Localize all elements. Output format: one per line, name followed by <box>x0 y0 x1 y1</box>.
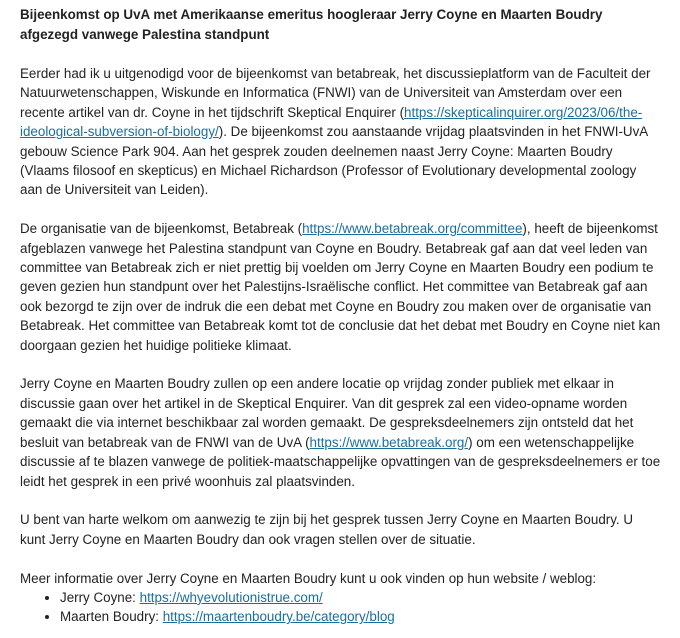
paragraph-welcome: U bent van harte welkom om aanwezig te zijn bij het gesprek tussen Jerry Coyne en Maarten Boudry. U kunt Jerry Coyne en Maarten Boudry dan ook vragen stellen over de situatie. <box>20 512 634 547</box>
paragraph-cancellation <box>20 219 662 355</box>
paragraph-alternative-text-end: ) om een wetenschappelijke discussie af te blazen vanwege de politiek-maatschappelijke opvattingen van de gespreksdeelnemers er toe leidt het gesprek in een privé woonhuis zal plaatsvinden. <box>20 434 661 489</box>
list-item-label: Maarten Boudry: <box>60 609 163 625</box>
paragraph-invitation-text-start: Eerder had ik u uitgenodigd voor de bijeenkomst van betabreak, het discussieplatform van de Faculteit der Natuurwetenschappen, Wiskunde en Informatica (FNWI) van de Universiteit van Amsterdam over een recente artikel van dr. Coyne in het tijdschrift Skeptical Enquirer ( <box>20 66 651 120</box>
jerry-coyne-website-link[interactable]: https://whyevolutionistrue.com/ <box>139 589 323 605</box>
paragraph-more-info: Meer informatie over Jerry Coyne en Maarten Boudry kunt u ook vinden op hun website / weblog: <box>20 570 597 586</box>
paragraph-invitation <box>20 64 662 200</box>
paragraph-alternative-text-start: Jerry Coyne en Maarten Boudry zullen op een andere locatie op vrijdag zonder publiek met elkaar in discussie gaan over het artikel in de Skeptical Enquirer. Van dit gesprek zal een video-opname worden gemaakt die via internet beschikbaar zal worden gemaakt. De gespreksdeelnemers zijn ontsteld dat het besluit van betabreak van de FNWI van de UvA ( <box>20 376 634 450</box>
paragraph-cancellation-text-start: De organisatie van de bijeenkomst, Betabreak ( <box>20 221 303 237</box>
website-list <box>20 588 662 627</box>
list-item <box>60 607 662 626</box>
paragraph-alternative-location <box>20 374 662 490</box>
betabreak-committee-link[interactable]: https://www.betabreak.org/committee <box>302 221 523 237</box>
paragraph-invitation-text-end: ). De bijeenkomst zou aanstaande vrijdag plaatsvinden in het FNWI-UvA gebouw Science Park 904. Aan het gesprek zouden deelnemen naast Jerry Coyne: Maarten Boudry (Vlaams filosoof en skepticus) en Michael Richardson (Professor of Evolutionary developmental zoology aan de Universiteit van Leiden). <box>20 124 648 198</box>
list-item-label: Jerry Coyne: <box>60 589 140 605</box>
skeptical-inquirer-article-link[interactable]: https://skepticalinquirer.org/2023/06/the-ideological-subversion-of-biology/ <box>20 104 643 140</box>
list-item <box>60 588 662 607</box>
paragraph-cancellation-text-end: ), heeft de bijeenkomst afgeblazen vanwege het Palestina standpunt van Coyne en Boudry. Betabreak gaf aan dat veel leden van committee van Betabreak zich er niet prettig bij voelden om Jerry Coyne en Maarten Boudry een podium te geven gezien hun standpunt over het Palestijns-Israëlische conflict. Het committee van Betabreak gaf aan ook bezorgd te zijn over de indruk die een debat met Coyne en Boudry zou maken over de organisatie van Betabreak. Het committee van Betabreak komt tot de conclusie dat het debat met Boudry en Coyne niet kan doorgaan gezien het huidige politieke klimaat. <box>20 221 661 353</box>
maarten-boudry-blog-link[interactable]: https://maartenboudry.be/category/blog <box>162 609 395 625</box>
message-title: Bijeenkomst op UvA met Amerikaanse emeritus hoogleraar Jerry Coyne en Maarten Boudry afgezegd vanwege Palestina standpunt <box>20 7 603 42</box>
betabreak-home-link[interactable]: https://www.betabreak.org/ <box>309 434 469 450</box>
